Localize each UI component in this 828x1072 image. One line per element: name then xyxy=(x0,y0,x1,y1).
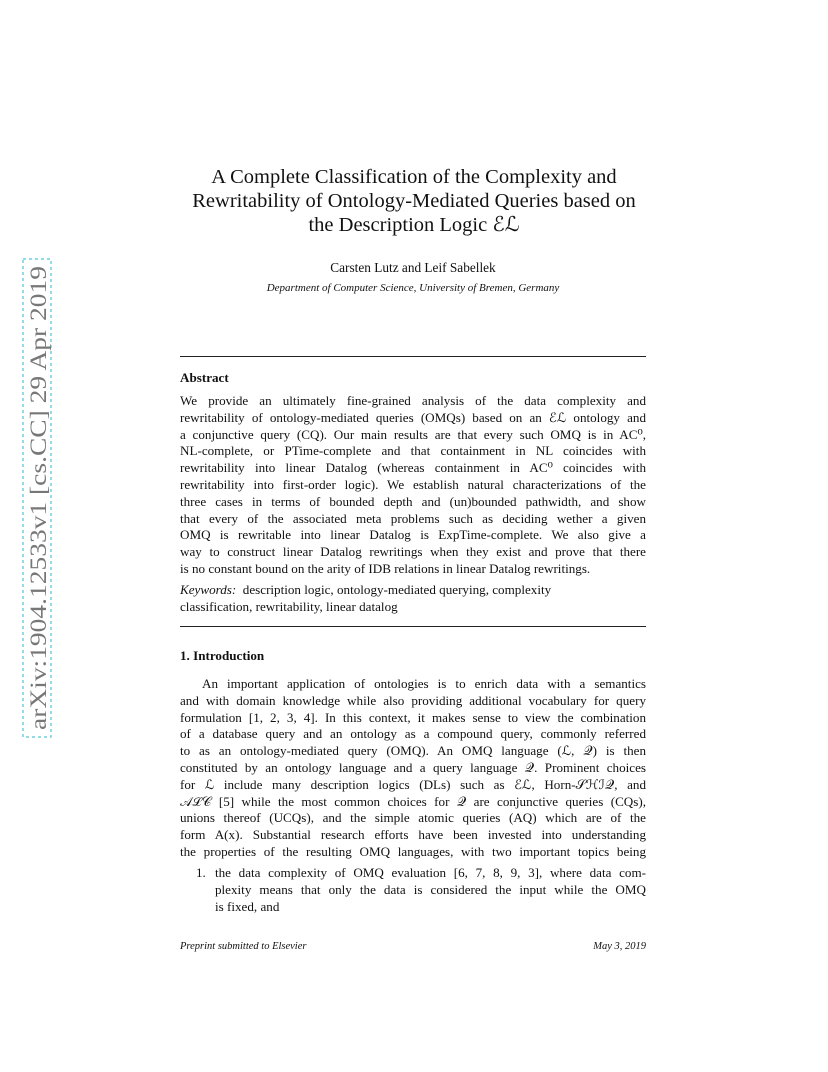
authors: Carsten Lutz and Leif Sabellek xyxy=(330,260,496,275)
abstract-line: is no constant bound on the arity of IDB relations in linear Datalog rewritings. xyxy=(180,560,591,576)
intro-line: of a database query and an ontology as a compound query, commonly referred xyxy=(180,726,646,742)
keywords-text-1: description logic, ontology-mediated querying, complexity xyxy=(242,582,552,597)
abstract-line: rewritability of ontology-mediated queries (OMQs) based on an ℰℒ ontology and xyxy=(180,409,646,425)
footer-left: Preprint submitted to Elsevier xyxy=(180,941,307,952)
title-line-3: the Description Logic ℰℒ xyxy=(308,214,520,236)
intro-line: to as an ontology-mediated query (OMQ). An OMQ language (ℒ, 𝒬) is then xyxy=(180,743,646,759)
affiliation: Department of Computer Science, University of Bremen, Germany xyxy=(266,282,560,294)
abstract-line: OMQ is rewritable into linear Datalog is ExpTime-complete. We also give a xyxy=(180,527,646,543)
rule-top xyxy=(180,356,646,357)
intro-line: 𝒜ℒ𝒞 [5] while the most common choices for 𝒬 are conjunctive queries (CQs), xyxy=(180,793,646,809)
intro-line: form A(x). Substantial research efforts have been invested into understanding xyxy=(180,827,646,843)
intro-body xyxy=(180,676,646,861)
abstract-heading: Abstract xyxy=(180,370,229,385)
abstract-line: three cases in terms of bounded depth and (un)bounded pathwidth, and show xyxy=(180,493,646,509)
abstract-line: rewritability into linear Datalog (whereas containment in AC⁰ coincides with xyxy=(180,460,646,476)
abstract-line: We provide an ultimately fine-grained analysis of the data complexity and xyxy=(180,393,646,408)
title-line-1: A Complete Classification of the Complexity and xyxy=(211,166,617,188)
abstract-line: NL-complete, or PTime-complete and that containment in NL coincides with xyxy=(180,443,646,459)
intro-line: formulation [1, 2, 3, 4]. In this context, it makes sense to view the combination xyxy=(180,709,646,725)
abstract-line: rewritability into first-order logic). We establish natural characterizations of the xyxy=(180,476,646,492)
keywords-line-2: classification, rewritability, linear datalog xyxy=(180,598,398,614)
list-item-line: plexity means that only the data is considered the input while the OMQ xyxy=(215,881,646,897)
arxiv-side-stamp[interactable] xyxy=(22,258,52,738)
list-item-number: 1. xyxy=(196,865,206,880)
abstract-line: that every of the associated meta problems such as deciding wether a given xyxy=(180,510,646,526)
list-item-line: the data complexity of OMQ evaluation [6, 7, 8, 9, 3], where data com- xyxy=(215,865,646,880)
rule-bottom xyxy=(180,626,646,627)
intro-line: the properties of the resulting OMQ languages, with two important topics being xyxy=(180,843,646,859)
intro-line: and with domain knowledge while also providing additional vocabulary for query xyxy=(180,692,646,708)
keywords-line-1 xyxy=(180,582,646,599)
footer-right: May 3, 2019 xyxy=(593,941,646,952)
arxiv-stamp-svg xyxy=(22,258,52,738)
abstract-body xyxy=(180,393,646,578)
intro-heading: 1. Introduction xyxy=(180,648,265,663)
keywords xyxy=(180,582,646,616)
intro-line: unions thereof (UCQs), and the simple atomic queries (AQ) which are of the xyxy=(180,810,646,826)
list-item xyxy=(215,865,646,915)
abstract-line: a conjunctive query (CQ). Our main results are that every such OMQ is in AC⁰, xyxy=(180,426,646,442)
intro-line: constituted by an ontology language and a query language 𝒬. Prominent choices xyxy=(180,759,646,775)
arxiv-stamp-text: arXiv:1904.12533v1 [cs.CC] 29 Apr 2019 xyxy=(26,333,52,730)
intro-line: An important application of ontologies is to enrich data with a semantics xyxy=(202,676,646,691)
title-line-2: Rewritability of Ontology-Mediated Queries based on xyxy=(192,190,636,212)
list-item-line: is fixed, and xyxy=(215,898,280,914)
keywords-label: Keywords: xyxy=(180,582,237,597)
intro-line: for ℒ include many description logics (DLs) such as ℰℒ, Horn-𝒮ℋℐ𝒬, and xyxy=(180,776,646,792)
abstract-line: way to construct linear Datalog rewritings when they exist and prove that there xyxy=(180,544,646,560)
